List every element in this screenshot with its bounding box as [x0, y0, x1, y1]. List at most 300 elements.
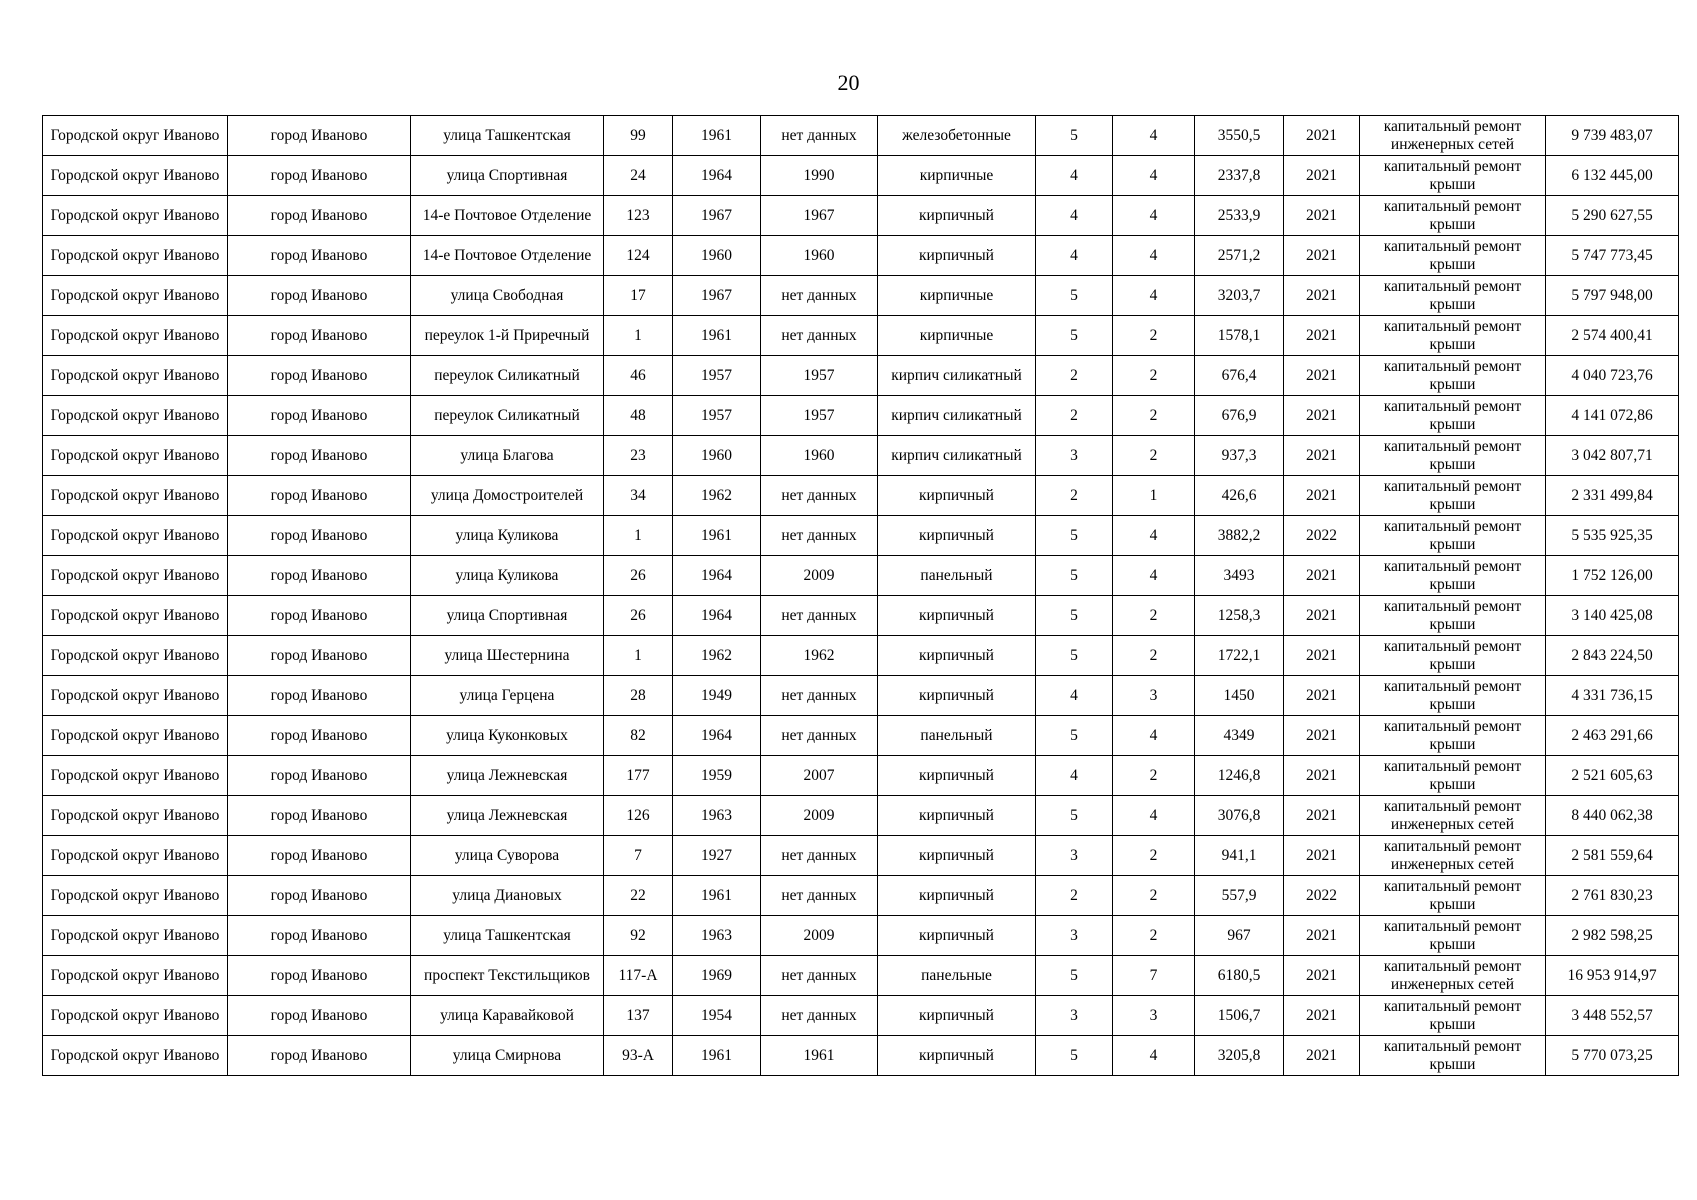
floors-cell: 4: [1036, 756, 1113, 796]
wall-material-cell: кирпичный: [878, 836, 1036, 876]
table-row: [43, 476, 1679, 516]
municipality-cell: Городской округ Иваново: [43, 756, 228, 796]
floors-cell: 3: [1036, 436, 1113, 476]
year-built-cell: 1969: [673, 956, 761, 996]
last-repair-year-cell: нет данных: [761, 316, 878, 356]
settlement-cell: город Иваново: [228, 196, 411, 236]
house-number-cell: 28: [604, 676, 673, 716]
work-type-cell: капитальный ремонт крыши: [1360, 436, 1546, 476]
entrances-cell: 3: [1113, 996, 1195, 1036]
wall-material-cell: кирпичный: [878, 196, 1036, 236]
house-number-cell: 137: [604, 996, 673, 1036]
year-built-cell: 1964: [673, 156, 761, 196]
cost-cell: 4 141 072,86: [1546, 396, 1679, 436]
house-number-cell: 126: [604, 796, 673, 836]
settlement-cell: город Иваново: [228, 1036, 411, 1076]
table-row: [43, 996, 1679, 1036]
house-number-cell: 22: [604, 876, 673, 916]
municipality-cell: Городской округ Иваново: [43, 156, 228, 196]
table-row: [43, 916, 1679, 956]
settlement-cell: город Иваново: [228, 996, 411, 1036]
area-cell: 3882,2: [1195, 516, 1284, 556]
house-number-cell: 24: [604, 156, 673, 196]
entrances-cell: 2: [1113, 396, 1195, 436]
entrances-cell: 4: [1113, 276, 1195, 316]
work-type-cell: капитальный ремонт крыши: [1360, 916, 1546, 956]
year-built-cell: 1963: [673, 796, 761, 836]
work-type-cell: капитальный ремонт крыши: [1360, 236, 1546, 276]
entrances-cell: 4: [1113, 1036, 1195, 1076]
street-cell: улица Благова: [411, 436, 604, 476]
work-type-cell: капитальный ремонт инженерных сетей: [1360, 116, 1546, 156]
entrances-cell: 4: [1113, 236, 1195, 276]
municipality-cell: Городской округ Иваново: [43, 876, 228, 916]
cost-cell: 2 761 830,23: [1546, 876, 1679, 916]
street-cell: улица Ташкентская: [411, 916, 604, 956]
house-number-cell: 82: [604, 716, 673, 756]
plan-year-cell: 2021: [1284, 196, 1360, 236]
settlement-cell: город Иваново: [228, 676, 411, 716]
settlement-cell: город Иваново: [228, 236, 411, 276]
municipality-cell: Городской округ Иваново: [43, 716, 228, 756]
last-repair-year-cell: 1960: [761, 436, 878, 476]
municipality-cell: Городской округ Иваново: [43, 316, 228, 356]
street-cell: переулок Силикатный: [411, 396, 604, 436]
settlement-cell: город Иваново: [228, 436, 411, 476]
table-row: [43, 156, 1679, 196]
area-cell: 6180,5: [1195, 956, 1284, 996]
area-cell: 1246,8: [1195, 756, 1284, 796]
wall-material-cell: кирпичный: [878, 236, 1036, 276]
floors-cell: 5: [1036, 276, 1113, 316]
table-row: [43, 556, 1679, 596]
cost-cell: 3 140 425,08: [1546, 596, 1679, 636]
wall-material-cell: кирпичные: [878, 156, 1036, 196]
table-row: [43, 196, 1679, 236]
entrances-cell: 4: [1113, 716, 1195, 756]
work-type-cell: капитальный ремонт инженерных сетей: [1360, 836, 1546, 876]
last-repair-year-cell: 1957: [761, 396, 878, 436]
plan-year-cell: 2021: [1284, 316, 1360, 356]
table-row: [43, 356, 1679, 396]
last-repair-year-cell: нет данных: [761, 996, 878, 1036]
work-type-cell: капитальный ремонт крыши: [1360, 356, 1546, 396]
cost-cell: 5 770 073,25: [1546, 1036, 1679, 1076]
area-cell: 3203,7: [1195, 276, 1284, 316]
area-cell: 676,4: [1195, 356, 1284, 396]
table-row: [43, 676, 1679, 716]
house-number-cell: 124: [604, 236, 673, 276]
municipality-cell: Городской округ Иваново: [43, 196, 228, 236]
settlement-cell: город Иваново: [228, 356, 411, 396]
year-built-cell: 1961: [673, 316, 761, 356]
municipality-cell: Городской округ Иваново: [43, 916, 228, 956]
entrances-cell: 4: [1113, 116, 1195, 156]
plan-year-cell: 2021: [1284, 356, 1360, 396]
year-built-cell: 1954: [673, 996, 761, 1036]
year-built-cell: 1960: [673, 436, 761, 476]
floors-cell: 5: [1036, 116, 1113, 156]
house-number-cell: 1: [604, 636, 673, 676]
last-repair-year-cell: нет данных: [761, 116, 878, 156]
last-repair-year-cell: нет данных: [761, 596, 878, 636]
year-built-cell: 1960: [673, 236, 761, 276]
house-number-cell: 7: [604, 836, 673, 876]
year-built-cell: 1961: [673, 116, 761, 156]
area-cell: 3205,8: [1195, 1036, 1284, 1076]
year-built-cell: 1967: [673, 276, 761, 316]
floors-cell: 5: [1036, 716, 1113, 756]
work-type-cell: капитальный ремонт крыши: [1360, 1036, 1546, 1076]
municipality-cell: Городской округ Иваново: [43, 556, 228, 596]
year-built-cell: 1962: [673, 476, 761, 516]
plan-year-cell: 2021: [1284, 996, 1360, 1036]
street-cell: улица Спортивная: [411, 156, 604, 196]
area-cell: 2337,8: [1195, 156, 1284, 196]
municipality-cell: Городской округ Иваново: [43, 996, 228, 1036]
floors-cell: 3: [1036, 836, 1113, 876]
last-repair-year-cell: 2009: [761, 556, 878, 596]
table-row: [43, 1036, 1679, 1076]
entrances-cell: 2: [1113, 356, 1195, 396]
municipality-cell: Городской округ Иваново: [43, 676, 228, 716]
plan-year-cell: 2021: [1284, 836, 1360, 876]
table-row: [43, 116, 1679, 156]
wall-material-cell: кирпичный: [878, 796, 1036, 836]
plan-year-cell: 2021: [1284, 796, 1360, 836]
plan-year-cell: 2021: [1284, 756, 1360, 796]
settlement-cell: город Иваново: [228, 596, 411, 636]
wall-material-cell: панельный: [878, 556, 1036, 596]
table-row: [43, 276, 1679, 316]
entrances-cell: 2: [1113, 436, 1195, 476]
area-cell: 3550,5: [1195, 116, 1284, 156]
work-type-cell: капитальный ремонт крыши: [1360, 396, 1546, 436]
table-row: [43, 596, 1679, 636]
year-built-cell: 1964: [673, 716, 761, 756]
area-cell: 676,9: [1195, 396, 1284, 436]
work-type-cell: капитальный ремонт крыши: [1360, 476, 1546, 516]
cost-cell: 5 747 773,45: [1546, 236, 1679, 276]
street-cell: улица Куконковых: [411, 716, 604, 756]
floors-cell: 4: [1036, 196, 1113, 236]
wall-material-cell: железобетонные: [878, 116, 1036, 156]
house-number-cell: 93-А: [604, 1036, 673, 1076]
settlement-cell: город Иваново: [228, 396, 411, 436]
table-row: [43, 396, 1679, 436]
plan-year-cell: 2022: [1284, 876, 1360, 916]
wall-material-cell: кирпичный: [878, 756, 1036, 796]
floors-cell: 2: [1036, 476, 1113, 516]
last-repair-year-cell: нет данных: [761, 476, 878, 516]
cost-cell: 4 040 723,76: [1546, 356, 1679, 396]
work-type-cell: капитальный ремонт крыши: [1360, 716, 1546, 756]
settlement-cell: город Иваново: [228, 756, 411, 796]
area-cell: 967: [1195, 916, 1284, 956]
floors-cell: 5: [1036, 796, 1113, 836]
year-built-cell: 1957: [673, 396, 761, 436]
year-built-cell: 1962: [673, 636, 761, 676]
house-number-cell: 117-А: [604, 956, 673, 996]
entrances-cell: 2: [1113, 596, 1195, 636]
municipality-cell: Городской округ Иваново: [43, 276, 228, 316]
last-repair-year-cell: 1957: [761, 356, 878, 396]
last-repair-year-cell: 1962: [761, 636, 878, 676]
municipality-cell: Городской округ Иваново: [43, 636, 228, 676]
cost-cell: 8 440 062,38: [1546, 796, 1679, 836]
work-type-cell: капитальный ремонт крыши: [1360, 596, 1546, 636]
year-built-cell: 1961: [673, 876, 761, 916]
street-cell: улица Свободная: [411, 276, 604, 316]
plan-year-cell: 2021: [1284, 676, 1360, 716]
table-row: [43, 316, 1679, 356]
entrances-cell: 4: [1113, 796, 1195, 836]
settlement-cell: город Иваново: [228, 556, 411, 596]
cost-cell: 2 982 598,25: [1546, 916, 1679, 956]
wall-material-cell: кирпичный: [878, 916, 1036, 956]
cost-cell: 3 448 552,57: [1546, 996, 1679, 1036]
last-repair-year-cell: нет данных: [761, 836, 878, 876]
area-cell: 557,9: [1195, 876, 1284, 916]
area-cell: 1450: [1195, 676, 1284, 716]
wall-material-cell: кирпич силикатный: [878, 396, 1036, 436]
wall-material-cell: кирпичный: [878, 596, 1036, 636]
last-repair-year-cell: 1990: [761, 156, 878, 196]
floors-cell: 5: [1036, 556, 1113, 596]
street-cell: переулок Силикатный: [411, 356, 604, 396]
work-type-cell: капитальный ремонт крыши: [1360, 756, 1546, 796]
street-cell: улица Суворова: [411, 836, 604, 876]
plan-year-cell: 2021: [1284, 916, 1360, 956]
work-type-cell: капитальный ремонт инженерных сетей: [1360, 796, 1546, 836]
house-number-cell: 1: [604, 516, 673, 556]
last-repair-year-cell: 2009: [761, 916, 878, 956]
entrances-cell: 2: [1113, 916, 1195, 956]
municipality-cell: Городской округ Иваново: [43, 1036, 228, 1076]
cost-cell: 2 843 224,50: [1546, 636, 1679, 676]
table-row: [43, 796, 1679, 836]
cost-cell: 2 331 499,84: [1546, 476, 1679, 516]
last-repair-year-cell: нет данных: [761, 516, 878, 556]
cost-cell: 6 132 445,00: [1546, 156, 1679, 196]
municipality-cell: Городской округ Иваново: [43, 236, 228, 276]
table-row: [43, 836, 1679, 876]
last-repair-year-cell: нет данных: [761, 716, 878, 756]
work-type-cell: капитальный ремонт крыши: [1360, 996, 1546, 1036]
year-built-cell: 1967: [673, 196, 761, 236]
plan-year-cell: 2021: [1284, 716, 1360, 756]
floors-cell: 4: [1036, 236, 1113, 276]
area-cell: 426,6: [1195, 476, 1284, 516]
work-type-cell: капитальный ремонт инженерных сетей: [1360, 956, 1546, 996]
house-number-cell: 177: [604, 756, 673, 796]
cost-cell: 9 739 483,07: [1546, 116, 1679, 156]
area-cell: 3076,8: [1195, 796, 1284, 836]
wall-material-cell: кирпичный: [878, 1036, 1036, 1076]
work-type-cell: капитальный ремонт крыши: [1360, 316, 1546, 356]
street-cell: улица Каравайковой: [411, 996, 604, 1036]
municipality-cell: Городской округ Иваново: [43, 356, 228, 396]
street-cell: 14-е Почтовое Отделение: [411, 236, 604, 276]
area-cell: 2571,2: [1195, 236, 1284, 276]
municipality-cell: Городской округ Иваново: [43, 116, 228, 156]
table-row: [43, 236, 1679, 276]
year-built-cell: 1961: [673, 1036, 761, 1076]
floors-cell: 5: [1036, 516, 1113, 556]
work-type-cell: капитальный ремонт крыши: [1360, 516, 1546, 556]
street-cell: улица Диановых: [411, 876, 604, 916]
cost-cell: 2 574 400,41: [1546, 316, 1679, 356]
last-repair-year-cell: нет данных: [761, 956, 878, 996]
cost-cell: 4 331 736,15: [1546, 676, 1679, 716]
street-cell: улица Домостроителей: [411, 476, 604, 516]
municipality-cell: Городской округ Иваново: [43, 596, 228, 636]
street-cell: переулок 1-й Приречный: [411, 316, 604, 356]
work-type-cell: капитальный ремонт крыши: [1360, 196, 1546, 236]
work-type-cell: капитальный ремонт крыши: [1360, 156, 1546, 196]
plan-year-cell: 2021: [1284, 436, 1360, 476]
last-repair-year-cell: нет данных: [761, 276, 878, 316]
plan-year-cell: 2021: [1284, 556, 1360, 596]
street-cell: улица Ташкентская: [411, 116, 604, 156]
page-number: 20: [837, 70, 860, 95]
area-cell: 1722,1: [1195, 636, 1284, 676]
last-repair-year-cell: нет данных: [761, 876, 878, 916]
entrances-cell: 2: [1113, 836, 1195, 876]
floors-cell: 2: [1036, 396, 1113, 436]
entrances-cell: 7: [1113, 956, 1195, 996]
wall-material-cell: кирпич силикатный: [878, 436, 1036, 476]
house-number-cell: 26: [604, 596, 673, 636]
area-cell: 941,1: [1195, 836, 1284, 876]
house-number-cell: 48: [604, 396, 673, 436]
floors-cell: 5: [1036, 636, 1113, 676]
floors-cell: 3: [1036, 916, 1113, 956]
cost-cell: 2 581 559,64: [1546, 836, 1679, 876]
work-type-cell: капитальный ремонт крыши: [1360, 636, 1546, 676]
area-cell: 1506,7: [1195, 996, 1284, 1036]
settlement-cell: город Иваново: [228, 956, 411, 996]
street-cell: проспект Текстильщиков: [411, 956, 604, 996]
municipality-cell: Городской округ Иваново: [43, 476, 228, 516]
last-repair-year-cell: 1961: [761, 1036, 878, 1076]
house-number-cell: 23: [604, 436, 673, 476]
cost-cell: 5 797 948,00: [1546, 276, 1679, 316]
street-cell: улица Лежневская: [411, 796, 604, 836]
settlement-cell: город Иваново: [228, 916, 411, 956]
entrances-cell: 2: [1113, 756, 1195, 796]
settlement-cell: город Иваново: [228, 476, 411, 516]
year-built-cell: 1964: [673, 596, 761, 636]
cost-cell: 16 953 914,97: [1546, 956, 1679, 996]
cost-cell: 5 535 925,35: [1546, 516, 1679, 556]
floors-cell: 4: [1036, 156, 1113, 196]
year-built-cell: 1959: [673, 756, 761, 796]
area-cell: 2533,9: [1195, 196, 1284, 236]
cost-cell: 5 290 627,55: [1546, 196, 1679, 236]
table-row: [43, 876, 1679, 916]
table-row: [43, 636, 1679, 676]
wall-material-cell: панельные: [878, 956, 1036, 996]
settlement-cell: город Иваново: [228, 876, 411, 916]
plan-year-cell: 2021: [1284, 116, 1360, 156]
year-built-cell: 1957: [673, 356, 761, 396]
wall-material-cell: кирпичный: [878, 676, 1036, 716]
last-repair-year-cell: 1967: [761, 196, 878, 236]
table-row: [43, 956, 1679, 996]
street-cell: улица Шестернина: [411, 636, 604, 676]
municipality-cell: Городской округ Иваново: [43, 436, 228, 476]
entrances-cell: 4: [1113, 516, 1195, 556]
floors-cell: 5: [1036, 596, 1113, 636]
settlement-cell: город Иваново: [228, 156, 411, 196]
floors-cell: 2: [1036, 876, 1113, 916]
entrances-cell: 4: [1113, 556, 1195, 596]
street-cell: улица Спортивная: [411, 596, 604, 636]
area-cell: 3493: [1195, 556, 1284, 596]
work-type-cell: капитальный ремонт крыши: [1360, 676, 1546, 716]
entrances-cell: 2: [1113, 876, 1195, 916]
street-cell: улица Смирнова: [411, 1036, 604, 1076]
street-cell: улица Герцена: [411, 676, 604, 716]
street-cell: улица Куликова: [411, 516, 604, 556]
plan-year-cell: 2021: [1284, 596, 1360, 636]
settlement-cell: город Иваново: [228, 116, 411, 156]
wall-material-cell: кирпичный: [878, 476, 1036, 516]
area-cell: 1258,3: [1195, 596, 1284, 636]
floors-cell: 5: [1036, 956, 1113, 996]
plan-year-cell: 2021: [1284, 636, 1360, 676]
cost-cell: 2 521 605,63: [1546, 756, 1679, 796]
house-number-cell: 99: [604, 116, 673, 156]
municipality-cell: Городской округ Иваново: [43, 796, 228, 836]
plan-year-cell: 2022: [1284, 516, 1360, 556]
work-type-cell: капитальный ремонт крыши: [1360, 876, 1546, 916]
area-cell: 937,3: [1195, 436, 1284, 476]
entrances-cell: 1: [1113, 476, 1195, 516]
settlement-cell: город Иваново: [228, 636, 411, 676]
house-number-cell: 123: [604, 196, 673, 236]
last-repair-year-cell: нет данных: [761, 676, 878, 716]
table-row: [43, 516, 1679, 556]
wall-material-cell: панельный: [878, 716, 1036, 756]
street-cell: улица Куликова: [411, 556, 604, 596]
entrances-cell: 4: [1113, 156, 1195, 196]
floors-cell: 2: [1036, 356, 1113, 396]
house-number-cell: 26: [604, 556, 673, 596]
settlement-cell: город Иваново: [228, 516, 411, 556]
floors-cell: 3: [1036, 996, 1113, 1036]
work-type-cell: капитальный ремонт крыши: [1360, 556, 1546, 596]
year-built-cell: 1963: [673, 916, 761, 956]
house-number-cell: 92: [604, 916, 673, 956]
settlement-cell: город Иваново: [228, 836, 411, 876]
year-built-cell: 1961: [673, 516, 761, 556]
plan-year-cell: 2021: [1284, 1036, 1360, 1076]
last-repair-year-cell: 2007: [761, 756, 878, 796]
last-repair-year-cell: 1960: [761, 236, 878, 276]
wall-material-cell: кирпичный: [878, 516, 1036, 556]
wall-material-cell: кирпичные: [878, 276, 1036, 316]
plan-year-cell: 2021: [1284, 476, 1360, 516]
entrances-cell: 3: [1113, 676, 1195, 716]
settlement-cell: город Иваново: [228, 796, 411, 836]
wall-material-cell: кирпичный: [878, 996, 1036, 1036]
area-cell: 1578,1: [1195, 316, 1284, 356]
wall-material-cell: кирпичные: [878, 316, 1036, 356]
municipality-cell: Городской округ Иваново: [43, 956, 228, 996]
plan-year-cell: 2021: [1284, 956, 1360, 996]
